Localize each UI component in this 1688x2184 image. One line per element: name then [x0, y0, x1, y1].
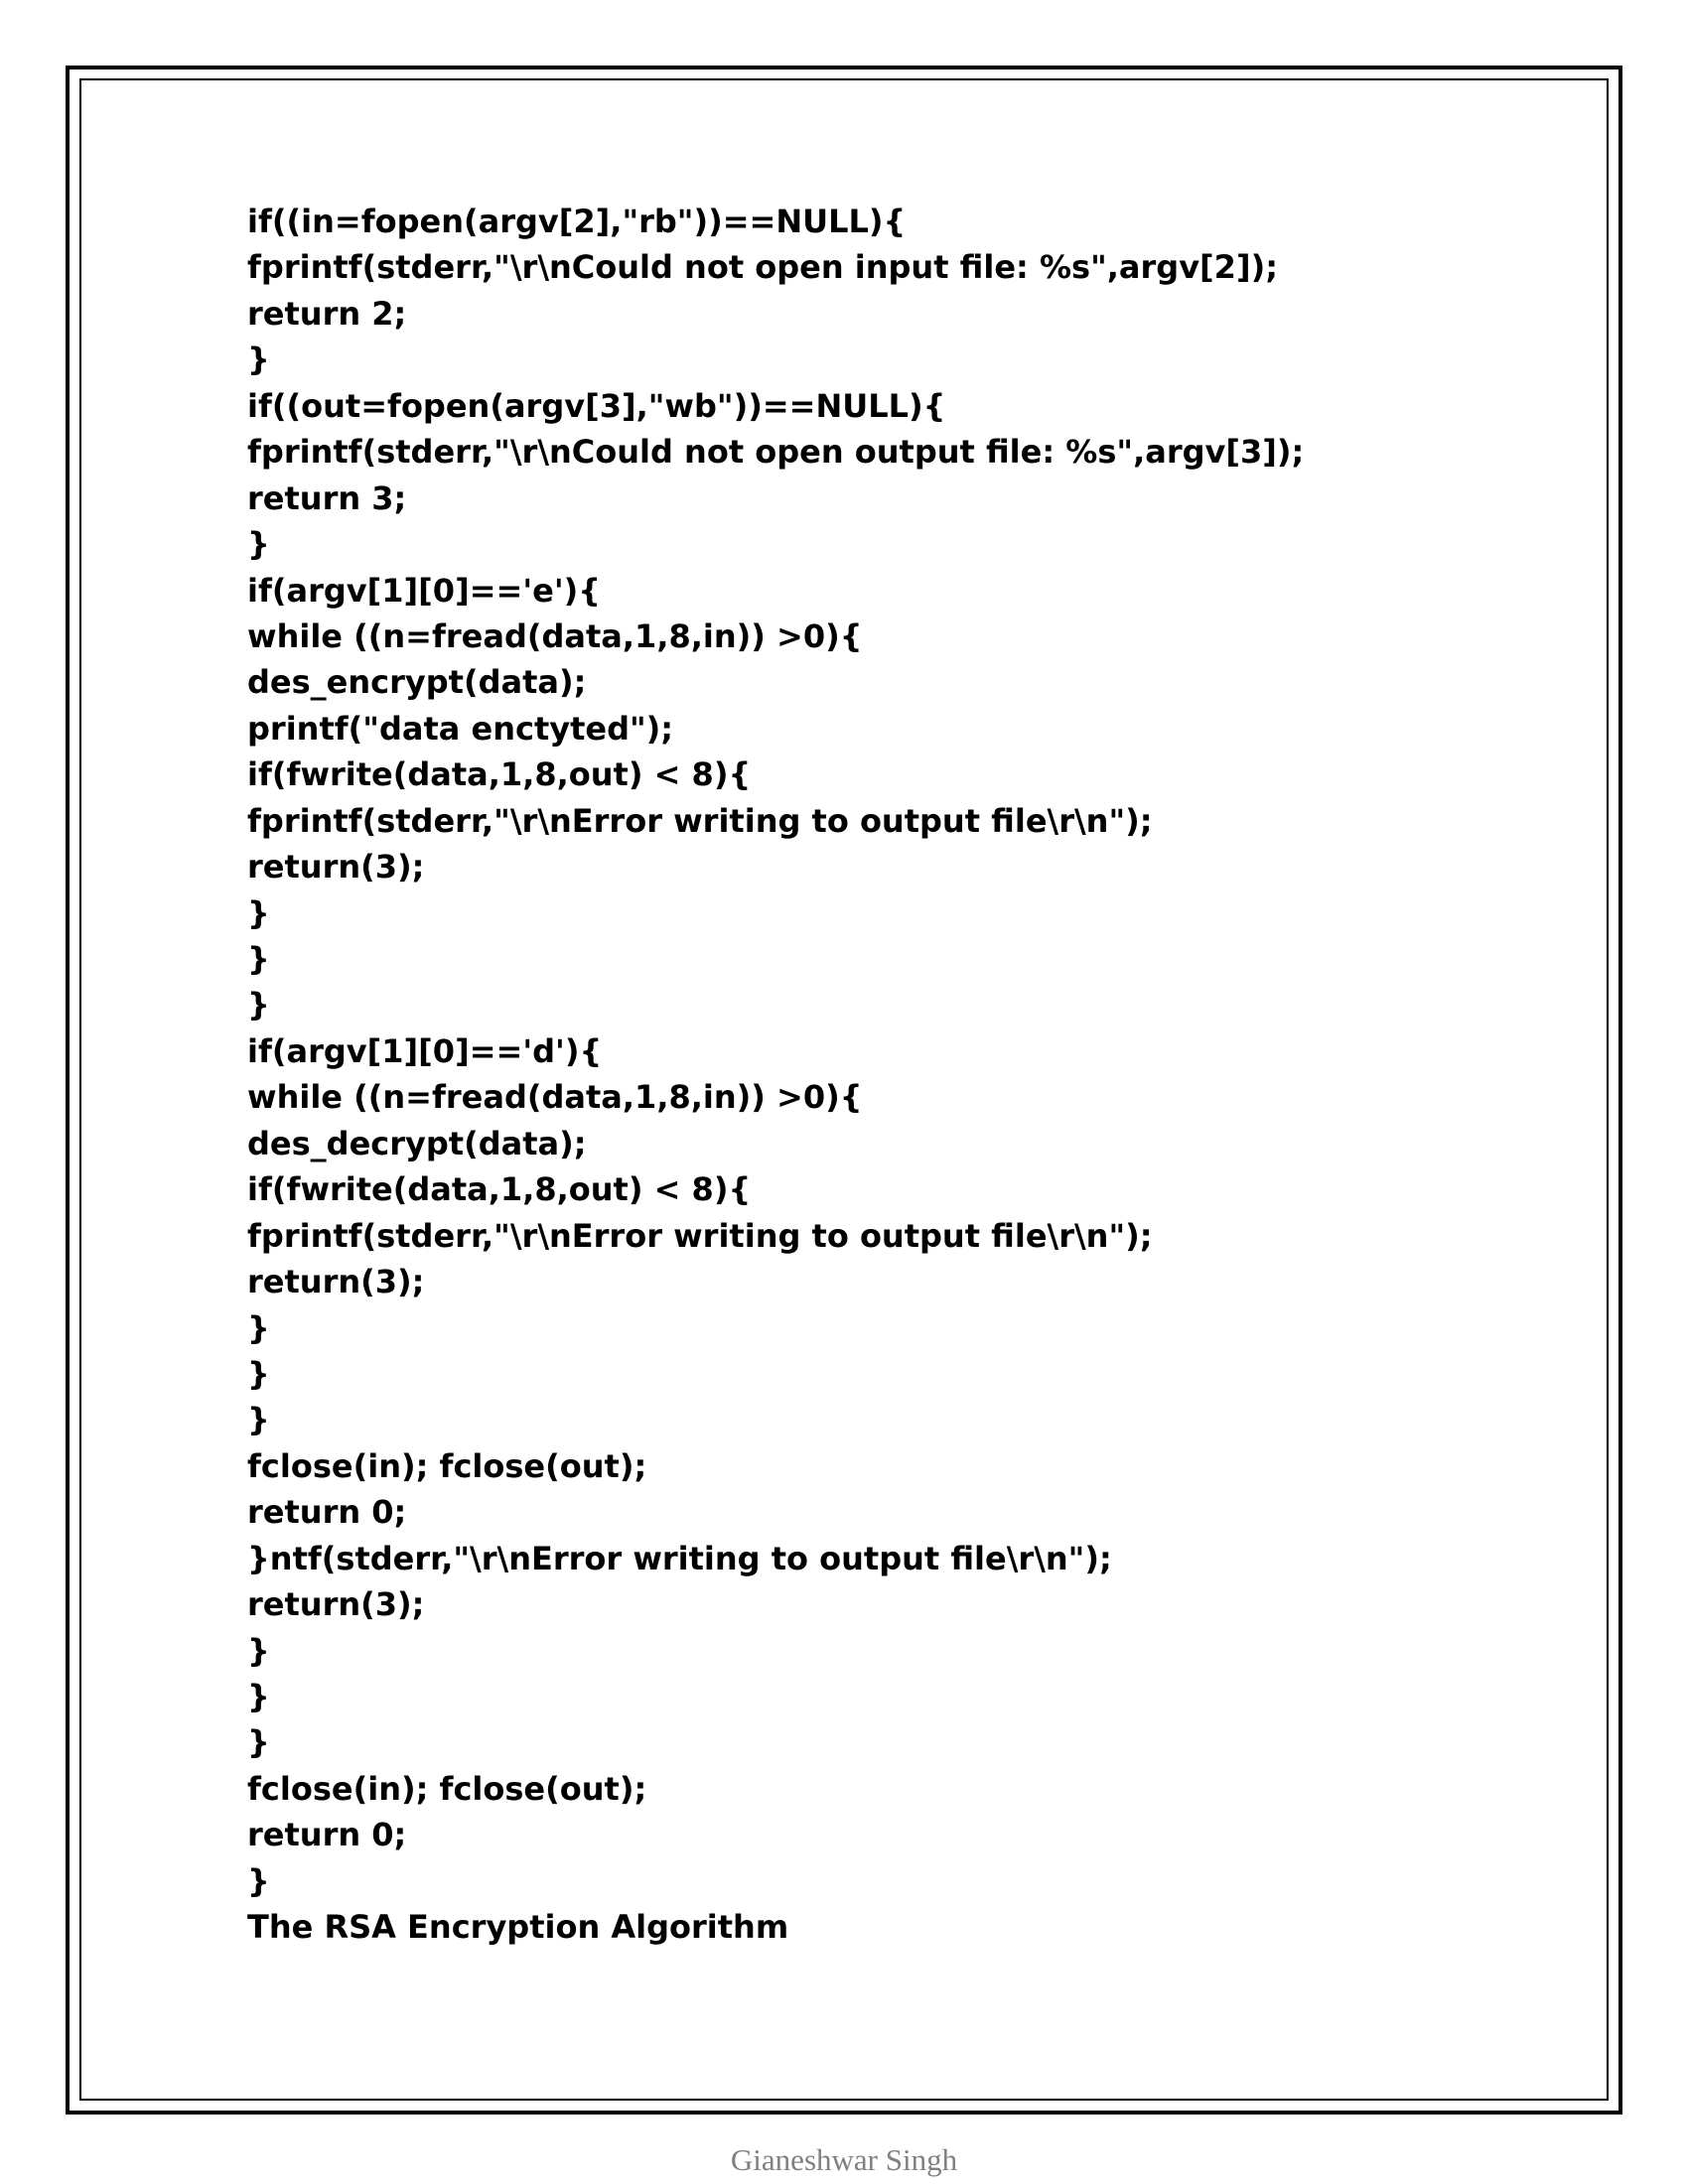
code-line: if(argv[1][0]=='d'){ [247, 1031, 603, 1070]
code-line: des_decrypt(data); [247, 1124, 587, 1162]
code-line: return(3); [247, 848, 425, 887]
code-line: fclose(in); fclose(out); [247, 1446, 647, 1485]
code-line: } [247, 893, 270, 932]
code-line: } [247, 1678, 270, 1715]
code-line: } [247, 1861, 270, 1900]
code-line: } [247, 1631, 270, 1670]
code-line: return 2; [247, 294, 407, 333]
code-line: if((out=fopen(argv[3],"wb"))==NULL){ [247, 386, 946, 425]
code-line: if((in=fopen(argv[2],"rb"))==NULL){ [247, 203, 907, 240]
footer-author: Gianeshwar Singh [730, 2142, 958, 2177]
code-line: while ((n=fread(data,1,8,in)) >0){ [247, 616, 863, 655]
code-line: } [247, 1401, 270, 1439]
code-line: } [247, 525, 270, 564]
code-line: } [247, 1354, 270, 1393]
code-line: return 3; [247, 478, 407, 517]
code-line: return(3); [247, 1263, 425, 1301]
code-line: if(fwrite(data,1,8,out) < 8){ [247, 755, 752, 794]
code-line: fprintf(stderr,"\r\nError writing to output file\r\n"); [247, 1216, 1153, 1255]
code-listing [247, 199, 1304, 1951]
code-line: } [247, 940, 270, 978]
code-line: } [247, 1723, 270, 1762]
code-line: return 0; [247, 1816, 407, 1854]
code-line: if(fwrite(data,1,8,out) < 8){ [247, 1170, 752, 1209]
code-line: printf("data enctyted"); [247, 709, 674, 748]
code-line: return 0; [247, 1493, 407, 1532]
code-line: des_encrypt(data); [247, 663, 587, 702]
code-line: fclose(in); fclose(out); [247, 1769, 647, 1808]
code-line: }ntf(stderr,"\r\nError writing to output file\r\n"); [247, 1539, 1112, 1577]
code-line: if(argv[1][0]=='e'){ [247, 571, 602, 610]
code-line: } [247, 341, 270, 379]
code-line: fprintf(stderr,"\r\nError writing to output file\r\n"); [247, 801, 1153, 840]
code-line: } [247, 986, 270, 1024]
code-line: fprintf(stderr,"\r\nCould not open output file: %s",argv[3]); [247, 433, 1305, 472]
code-line: while ((n=fread(data,1,8,in)) >0){ [247, 1078, 863, 1117]
code-line: return(3); [247, 1585, 425, 1624]
code-line: fprintf(stderr,"\r\nCould not open input file: %s",argv[2]); [247, 248, 1278, 287]
code-line: } [247, 1308, 270, 1347]
code-line: The RSA Encryption Algorithm [247, 1908, 789, 1947]
